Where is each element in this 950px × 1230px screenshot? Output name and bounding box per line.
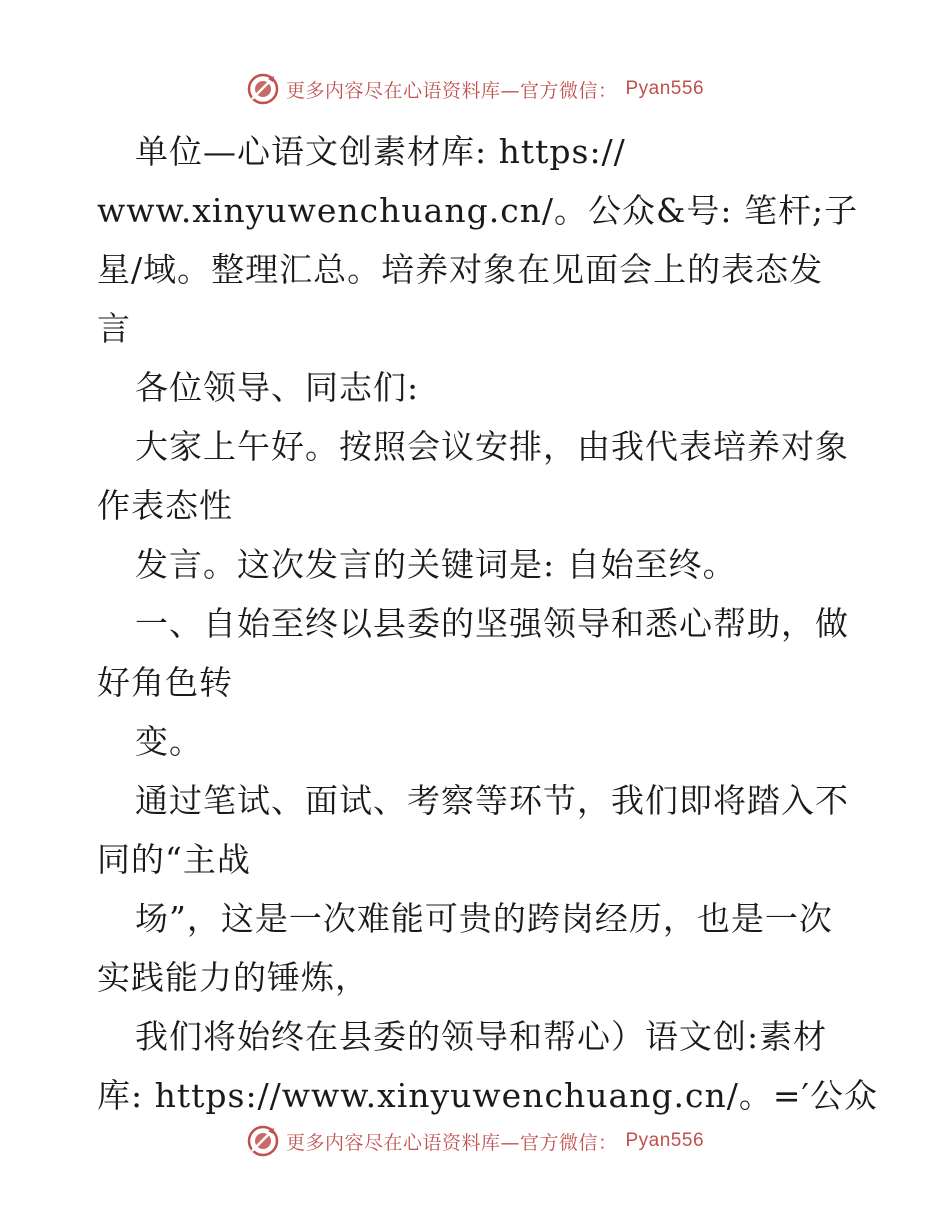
watermark-handle: Pyan556 [625, 1130, 705, 1151]
text-line: 场”，这是一次难能可贵的跨岗经历，也是一次 [135, 899, 833, 938]
text-line: 作表态性 [97, 486, 233, 525]
text-line: 单位—心语文创素材库: https:// [135, 132, 626, 171]
seal-logo-icon [246, 72, 280, 106]
text-line: 星/域。整理汇总。培养对象在见面会上的表态发 [97, 250, 824, 289]
watermark-header [0, 72, 950, 106]
text-line: www.xinyuwenchuang.cn/。公众&号: 笔杆;子 [97, 191, 859, 230]
text-line: 发言。这次发言的关键词是: 自始至终。 [135, 545, 737, 584]
document-body [97, 122, 878, 1125]
text-line: 各位领导、同志们: [135, 368, 420, 407]
text-line: 实践能力的锤炼， [97, 958, 369, 997]
text-line: 库: https://www.xinyuwenchuang.cn/。=′公众 [97, 1076, 878, 1115]
text-line: 言 [97, 309, 131, 348]
text-line: 我们将始终在县委的领导和帮心）语文创:素材 [135, 1017, 828, 1056]
text-line: 通过笔试、面试、考察等环节，我们即将踏入不 [135, 781, 849, 820]
text-line: 一、自始至终以县委的坚强领导和悉心帮助，做 [135, 604, 849, 643]
watermark-text: 更多内容尽在心语资料库—官方微信： [285, 79, 618, 102]
text-line: 同的“主战 [97, 840, 251, 879]
text-line: 好角色转 [97, 663, 233, 702]
text-line: 变。 [135, 722, 203, 761]
watermark-text: 更多内容尽在心语资料库—官方微信： [285, 1131, 618, 1154]
text-line: 大家上午好。按照会议安排，由我代表培养对象 [135, 427, 849, 466]
watermark-footer [0, 1124, 950, 1158]
watermark-handle: Pyan556 [625, 78, 705, 99]
seal-logo-icon [246, 1124, 280, 1158]
